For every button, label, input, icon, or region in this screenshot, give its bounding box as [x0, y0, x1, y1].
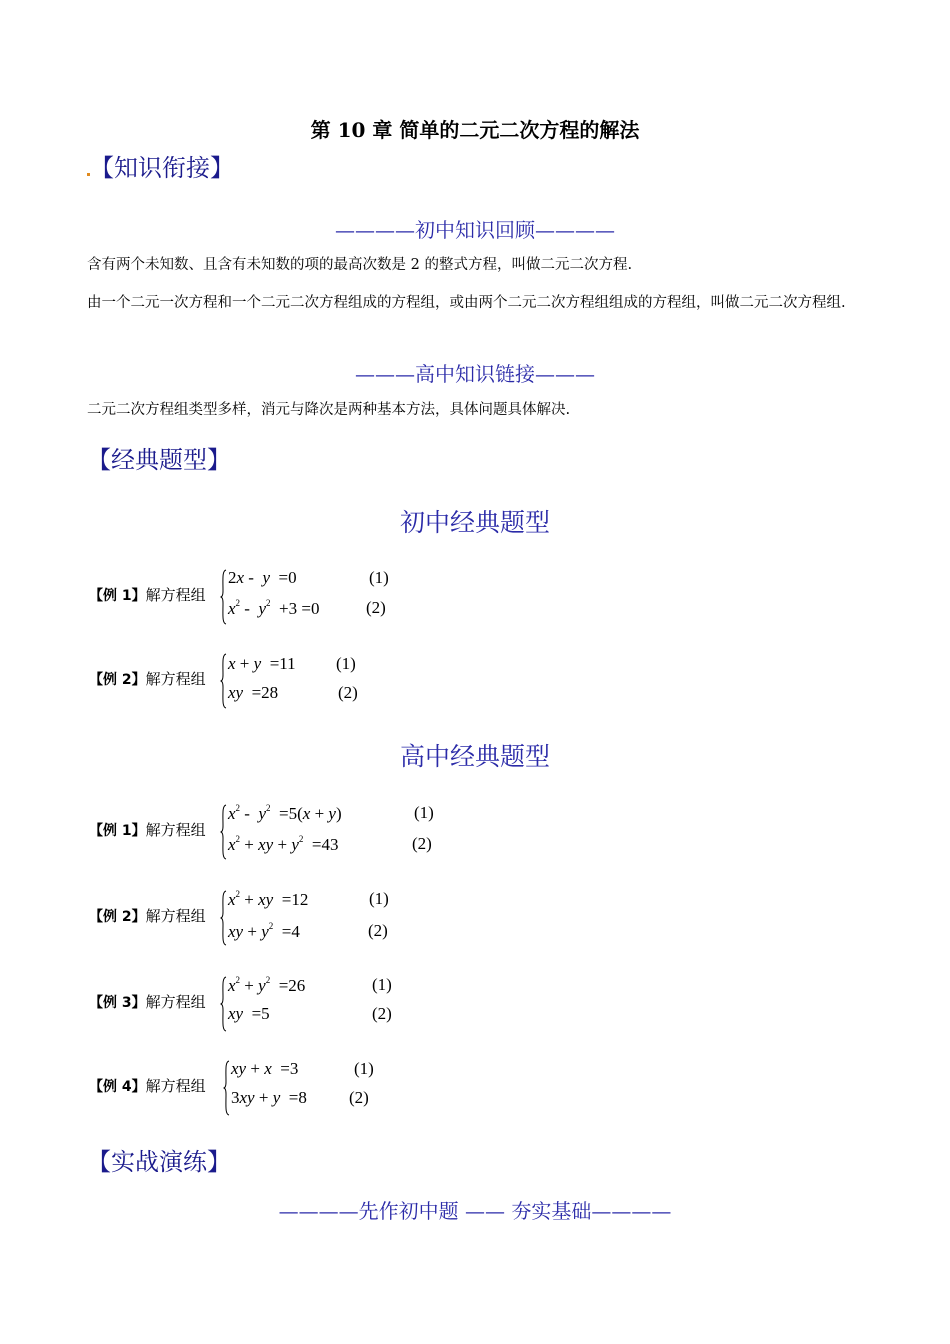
equation-1: $x^2 + y^2 =26$: [228, 975, 306, 995]
section-knowledge-heading: 【知识衔接】: [87, 148, 234, 183]
subhead-junior-classic: 初中经典题型: [399, 508, 550, 537]
subhead-senior-classic: 高中经典题型: [399, 742, 550, 771]
example-tag: 【例 2】: [89, 672, 146, 688]
equation-number-1: (1): [414, 803, 434, 822]
equation-2: 3xy + y =8: [231, 1088, 307, 1107]
section-classic-heading: 【经典题型】: [87, 446, 231, 474]
equation-number-2: (2): [368, 921, 388, 940]
left-brace-icon: [220, 890, 227, 946]
example-tag: 【例 3】: [89, 995, 146, 1011]
equation-1: $x^2$ + xy =12: [228, 889, 309, 909]
left-brace-icon: [223, 1060, 230, 1116]
equation-2: $x^2$ + xy + $y^2 =43$: [228, 834, 339, 854]
equation-2: xy =5: [228, 1004, 270, 1023]
equation-1: 2x - y =0: [228, 568, 297, 587]
example-tag: 【例 1】: [89, 823, 146, 839]
equation-1: $x^2 - y^2 =5(x + y)$: [228, 803, 342, 823]
example-prompt: 解方程组: [145, 993, 206, 1011]
left-brace-icon: [220, 569, 227, 625]
example-tag: 【例 4】: [89, 1079, 146, 1095]
left-brace-icon: [220, 653, 227, 709]
equation-number-2: (2): [366, 598, 386, 617]
equation-1: xy + x =3: [231, 1059, 299, 1078]
equation-number-1: (1): [369, 889, 389, 908]
equation-number-1: (1): [372, 975, 392, 994]
example-prompt: 解方程组: [145, 907, 206, 925]
example-prompt: 解方程组: [145, 586, 206, 604]
left-brace-icon: [220, 804, 227, 860]
equation-2: xy =28: [228, 683, 279, 702]
equation-number-2: (2): [338, 683, 358, 702]
equation-number-1: (1): [336, 654, 356, 673]
paragraph-definition-equation: 含有两个未知数、且含有未知数的项的最高次数是 2 的整式方程，叫做二元二次方程.: [87, 257, 633, 273]
example-prompt: 解方程组: [145, 1077, 206, 1095]
paragraph-senior-note: 二元二次方程组类型多样，消元与降次是两种基本方法，具体问题具体解决.: [87, 402, 571, 418]
equation-number-1: (1): [354, 1059, 374, 1078]
page-title: 第 10 章 简单的二元二次方程的解法: [310, 118, 640, 142]
example-tag: 【例 2】: [89, 909, 146, 925]
divider-senior-link: ———高中知识链接———: [355, 362, 595, 386]
equation-number-2: (2): [372, 1004, 392, 1023]
divider-practice-intro: ————先作初中题 —— 夯实基础————: [278, 1199, 672, 1223]
example-tag: 【例 1】: [89, 588, 146, 604]
equation-1: x + y =11: [228, 654, 296, 673]
equation-number-2: (2): [349, 1088, 369, 1107]
equation-2: xy + $y^2 =4$: [228, 921, 300, 941]
equation-2: $x^2 - y^2 +3 =0$: [228, 598, 320, 618]
equation-number-2: (2): [412, 834, 432, 853]
equation-number-1: (1): [369, 568, 389, 587]
section-practice-heading: 【实战演练】: [87, 1148, 231, 1176]
left-brace-icon: [220, 976, 227, 1032]
divider-junior-review: ————初中知识回顾————: [335, 218, 615, 242]
example-prompt: 解方程组: [145, 670, 206, 688]
paragraph-definition-system: 由一个二元一次方程和一个二元二次方程组成的方程组，或由两个二元二次方程组组成的方程组，叫做二元二次方程组.: [87, 295, 846, 311]
example-prompt: 解方程组: [145, 821, 206, 839]
